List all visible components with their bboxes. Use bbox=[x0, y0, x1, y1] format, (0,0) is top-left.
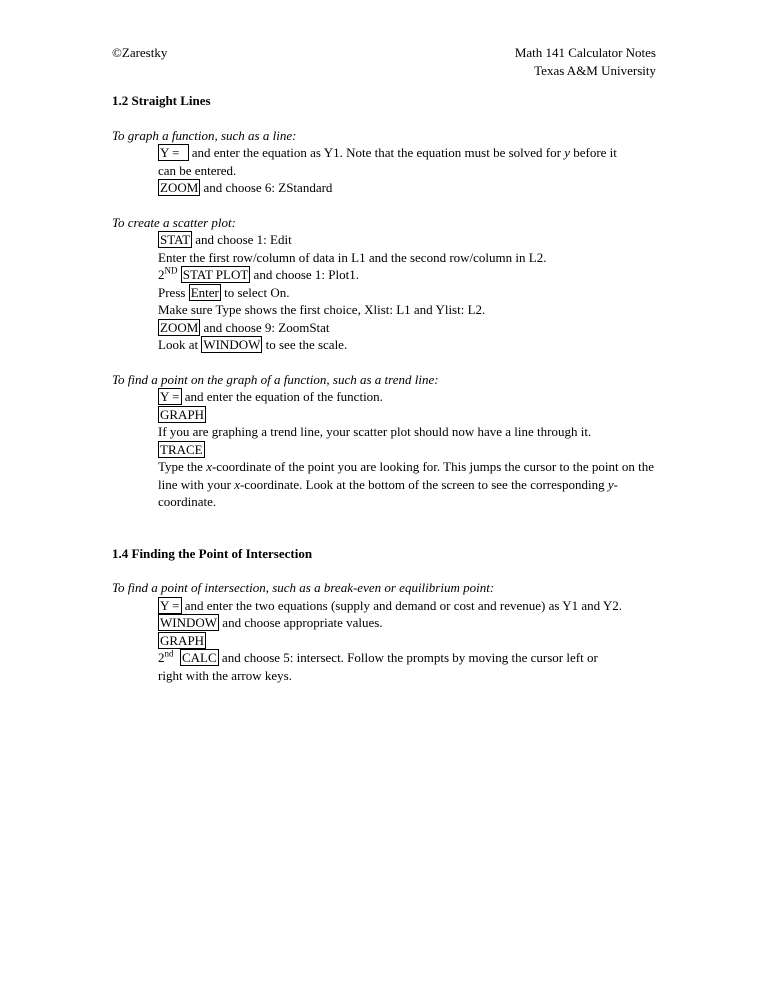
step-line bbox=[158, 266, 657, 284]
header-author: ©Zarestky bbox=[112, 45, 168, 60]
superscript: nd bbox=[164, 648, 174, 659]
step-text: and choose 6: ZStandard bbox=[200, 180, 333, 195]
key-y-equals: Y = bbox=[160, 597, 180, 613]
step-line bbox=[158, 388, 657, 406]
step-text: to select On. bbox=[220, 284, 290, 300]
header-university: Texas A&M University bbox=[534, 62, 656, 78]
key-zoom: ZOOM bbox=[160, 180, 199, 195]
superscript: ND bbox=[164, 265, 178, 276]
step-text: and enter the equation as Y1. Note that the equation must be solved for bbox=[188, 145, 565, 160]
step-line bbox=[158, 319, 657, 337]
instruction-intro: To find a point on the graph of a function, such as a trend line: bbox=[112, 371, 439, 387]
step-text: and choose 5: intersect. Follow the prompts by moving the cursor left or bbox=[218, 650, 598, 665]
instruction-intro: To graph a function, such as a line: bbox=[112, 127, 297, 143]
step-text: before it bbox=[569, 145, 617, 160]
header-course-title: Math 141 Calculator Notes bbox=[514, 45, 656, 60]
key-stat: STAT bbox=[160, 232, 191, 247]
key-graph: GRAPH bbox=[160, 406, 205, 422]
step-line: If you are graphing a trend line, your scatter plot should now have a line through it. bbox=[158, 424, 592, 439]
key-calc: CALC bbox=[182, 650, 217, 665]
step-text: -coordinate. bbox=[158, 476, 618, 509]
step-line bbox=[158, 632, 657, 650]
step-line bbox=[158, 231, 657, 249]
instruction-steps bbox=[112, 597, 657, 685]
section-heading: 1.2 Straight Lines bbox=[112, 93, 211, 108]
step-text: and choose 1: Edit bbox=[192, 232, 292, 247]
key-window: WINDOW bbox=[203, 337, 261, 352]
instruction-block bbox=[112, 214, 657, 354]
step-line: can be entered. bbox=[158, 162, 237, 178]
header-course bbox=[515, 44, 656, 79]
key-trace: TRACE bbox=[160, 441, 203, 457]
key-second: 2 bbox=[158, 650, 165, 665]
step-line bbox=[158, 649, 657, 667]
instruction-intro: To find a point of intersection, such as a break-even or equilibrium point: bbox=[112, 580, 495, 595]
key-y-equals: Y = bbox=[160, 389, 180, 404]
key-enter: Enter bbox=[190, 284, 219, 300]
instruction-steps bbox=[112, 144, 657, 197]
key-window: WINDOW bbox=[160, 615, 218, 630]
instruction-block bbox=[112, 371, 657, 511]
variable: y bbox=[607, 476, 614, 492]
step-line bbox=[158, 614, 657, 632]
step-text: -coordinate of the point you are looking for. This jumps the cursor to the point on the line with your bbox=[158, 459, 655, 492]
step-text: Press bbox=[158, 284, 189, 300]
instruction-block bbox=[112, 127, 657, 197]
step-line: right with the arrow keys. bbox=[158, 667, 292, 683]
step-text: -coordinate. Look at the bottom of the screen to see the corresponding bbox=[239, 476, 608, 492]
step-text: and choose 1: Plot1. bbox=[250, 267, 359, 282]
step-line bbox=[158, 336, 657, 354]
instruction-block bbox=[112, 579, 657, 684]
document-body bbox=[112, 92, 657, 684]
key-y-equals: Y = bbox=[158, 144, 189, 161]
variable: x bbox=[234, 476, 240, 492]
instruction-steps bbox=[112, 231, 657, 354]
step-text: Look at bbox=[158, 337, 202, 352]
step-line: Enter the first row/column of data in L1 and the second row/column in L2. bbox=[158, 249, 547, 265]
step-text: and enter the two equations (supply and demand or cost and revenue) as Y1 and Y2. bbox=[181, 597, 623, 613]
step-line bbox=[158, 458, 657, 511]
section-heading: 1.4 Finding the Point of Intersection bbox=[112, 545, 313, 561]
key-second: 2 bbox=[158, 267, 165, 282]
step-line: Make sure Type shows the first choice, Xlist: L1 and Ylist: L2. bbox=[158, 302, 486, 317]
instruction-steps bbox=[112, 388, 657, 511]
key-graph: GRAPH bbox=[160, 632, 205, 648]
step-text: to see the scale. bbox=[262, 337, 348, 352]
variable: y bbox=[564, 145, 570, 160]
variable: x bbox=[206, 459, 212, 474]
step-line bbox=[158, 406, 657, 424]
step-text: and choose appropriate values. bbox=[219, 615, 383, 630]
step-text: and choose 9: ZoomStat bbox=[200, 319, 330, 335]
step-line bbox=[158, 441, 657, 459]
step-line bbox=[158, 144, 657, 162]
step-line bbox=[158, 284, 657, 302]
key-stat-plot: STAT PLOT bbox=[182, 267, 249, 282]
step-text: and enter the equation of the function. bbox=[181, 389, 383, 404]
step-text: Type the bbox=[158, 459, 207, 474]
instruction-intro: To create a scatter plot: bbox=[112, 214, 236, 230]
key-zoom: ZOOM bbox=[160, 319, 199, 335]
step-line bbox=[158, 597, 657, 615]
step-line bbox=[158, 179, 657, 197]
